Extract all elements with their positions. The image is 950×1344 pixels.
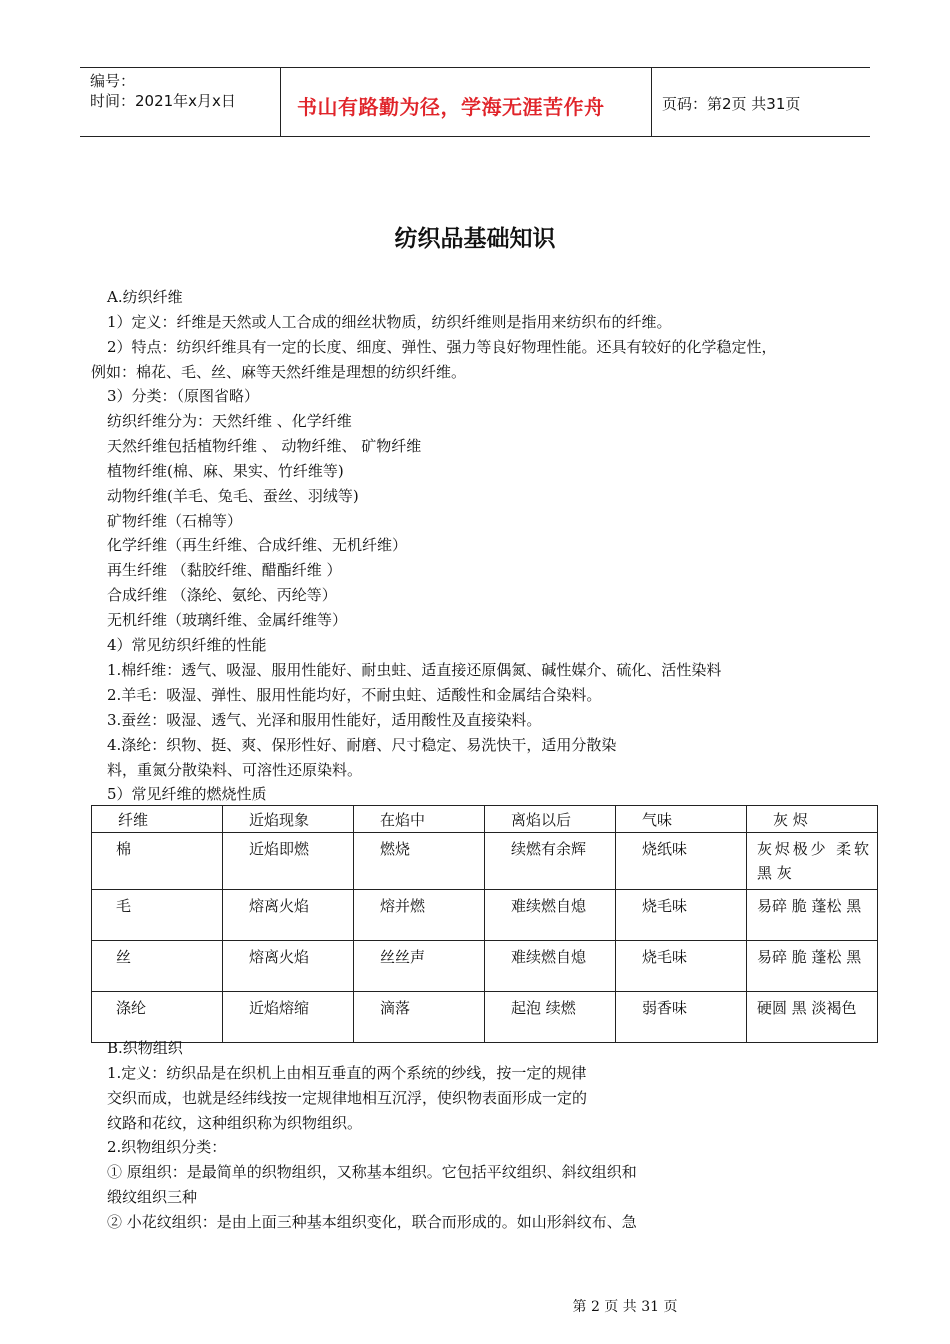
paragraph-line: 交织而成，也就是经纬线按一定规律地相互沉浮，使织物表面形成一定的 (107, 1089, 588, 1107)
table-cell: 丝 (92, 941, 223, 992)
paragraph-line: 矿物纤维（石棉等） (107, 512, 243, 530)
table-cell: 滴落 (354, 992, 485, 1043)
table-header-cell: 近焰现象 (223, 806, 354, 833)
table-cell: 熔离火焰 (223, 890, 354, 941)
table-cell: 近焰熔缩 (223, 992, 354, 1043)
table-cell: 丝丝声 (354, 941, 485, 992)
table-row (92, 941, 878, 992)
burning-properties-table (91, 805, 878, 1043)
table-cell: 涤纶 (92, 992, 223, 1043)
paragraph-line: 动物纤维(羊毛、兔毛、蚕丝、羽绒等) (107, 487, 359, 505)
table-cell: 燃烧 (354, 833, 485, 890)
paragraph-line: 纺织纤维分为：天然纤维 、化学纤维 (107, 412, 352, 430)
table-header-cell: 灰 烬 (747, 806, 878, 833)
table-cell: 烧毛味 (616, 890, 747, 941)
table-header-cell: 在焰中 (354, 806, 485, 833)
page-footer: 第 2 页 共 31 页 (572, 1299, 678, 1315)
paragraph-line: 例如：棉花、毛、丝、麻等天然纤维是理想的纺织纤维。 (91, 363, 467, 381)
motto-text: 书山有路勤为径，学海无涯苦作舟 (297, 95, 605, 119)
table-row (92, 992, 878, 1043)
section-a-heading: A.纺织纤维 (107, 288, 183, 306)
table-cell: 弱香味 (616, 992, 747, 1043)
table-cell: 硬圆 黑 淡褐色 (747, 992, 878, 1043)
table-header-cell: 气味 (616, 806, 747, 833)
paragraph-line: 1.棉纤维：透气、吸湿、服用性能好、耐虫蛀、适直接还原偶氮、碱性媒介、硫化、活性染料 (107, 661, 722, 679)
paragraph-line: 纹路和花纹，这种组织称为织物组织。 (107, 1114, 363, 1132)
table-row (92, 890, 878, 941)
date-label: 时间：2021年x月x日 (90, 92, 236, 110)
paragraph-line: 3.蚕丝：吸湿、透气、光泽和服用性能好，适用酸性及直接染料。 (107, 711, 542, 729)
table-cell: 烧纸味 (616, 833, 747, 890)
table-cell: 毛 (92, 890, 223, 941)
paragraph-line: 3）分类：（原图省略） (107, 387, 260, 405)
table-cell: 续燃有余辉 (485, 833, 616, 890)
table-cell: 起泡 续燃 (485, 992, 616, 1043)
paragraph-line: 4.涤纶：织物、挺、爽、保形性好、耐磨、尺寸稳定、易洗快干，适用分散染 (107, 736, 617, 754)
paragraph-line: 天然纤维包括植物纤维 、 动物纤维、 矿物纤维 (107, 437, 422, 455)
table-cell: 易碎 脆 蓬松 黑 (747, 890, 878, 941)
table-cell: 灰烬极少 柔软 黑 灰 (747, 833, 878, 890)
paragraph-line: 4）常见纺织纤维的性能 (107, 636, 267, 654)
paragraph-line: 2.织物组织分类： (107, 1138, 227, 1156)
header-meta-cell (80, 68, 281, 136)
table-cell: 熔并燃 (354, 890, 485, 941)
paragraph-line: ① 原组织：是最简单的织物组织，又称基本组织。它包括平纹组织、斜纹组织和 (107, 1163, 637, 1181)
paragraph-line: ② 小花纹组织：是由上面三种基本组织变化，联合而形成的。如山形斜纹布、急 (107, 1213, 637, 1231)
paragraph-line: 缎纹组织三种 (107, 1188, 198, 1206)
table-cell: 近焰即燃 (223, 833, 354, 890)
table-cell: 熔离火焰 (223, 941, 354, 992)
table-cell: 棉 (92, 833, 223, 890)
paragraph-line: 料，重氮分散染料、可溶性还原染料。 (107, 761, 363, 779)
paragraph-line: 1）定义：纤维是天然或人工合成的细丝状物质，纺织纤维则是指用来纺织布的纤维。 (107, 313, 672, 331)
table-header-row (92, 806, 878, 833)
paragraph-line: 1.定义：纺织品是在织机上由相互垂直的两个系统的纱线，按一定的规律 (107, 1064, 587, 1082)
paragraph-line: 再生纤维 （黏胶纤维、醋酯纤维 ） (107, 561, 342, 579)
paragraph-line: 无机纤维（玻璃纤维、金属纤维等） (107, 611, 348, 629)
number-label: 编号： (90, 72, 136, 90)
paragraph-line: 5）常见纤维的燃烧性质 (107, 785, 267, 803)
table-cell: 易碎 脆 蓬松 黑 (747, 941, 878, 992)
document-title: 纺织品基础知识 (394, 226, 556, 252)
paragraph-line: 植物纤维(棉、麻、果实、竹纤维等) (107, 462, 344, 480)
table-header-cell: 离焰以后 (485, 806, 616, 833)
table-cell: 烧毛味 (616, 941, 747, 992)
paragraph-line: 2.羊毛：吸湿、弹性、服用性能均好，不耐虫蛀、适酸性和金属结合染料。 (107, 686, 602, 704)
table-cell: 难续燃自熄 (485, 941, 616, 992)
header-page-cell (652, 68, 870, 136)
table-row (92, 833, 878, 890)
paragraph-line: 2）特点：纺织纤维具有一定的长度、细度、弹性、强力等良好物理性能。还具有较好的化学稳定性， (107, 338, 777, 356)
table-header-cell: 纤维 (92, 806, 223, 833)
section-b-heading: B.织物组织 (107, 1039, 183, 1057)
paragraph-line: 化学纤维（再生纤维、合成纤维、无机纤维） (107, 536, 408, 554)
paragraph-line: 合成纤维 （涤纶、氨纶、丙纶等） (107, 586, 337, 604)
table-cell: 难续燃自熄 (485, 890, 616, 941)
page-label: 页码：第2页 共31页 (662, 95, 801, 113)
header-motto-cell (281, 68, 652, 136)
document-header (80, 67, 870, 137)
